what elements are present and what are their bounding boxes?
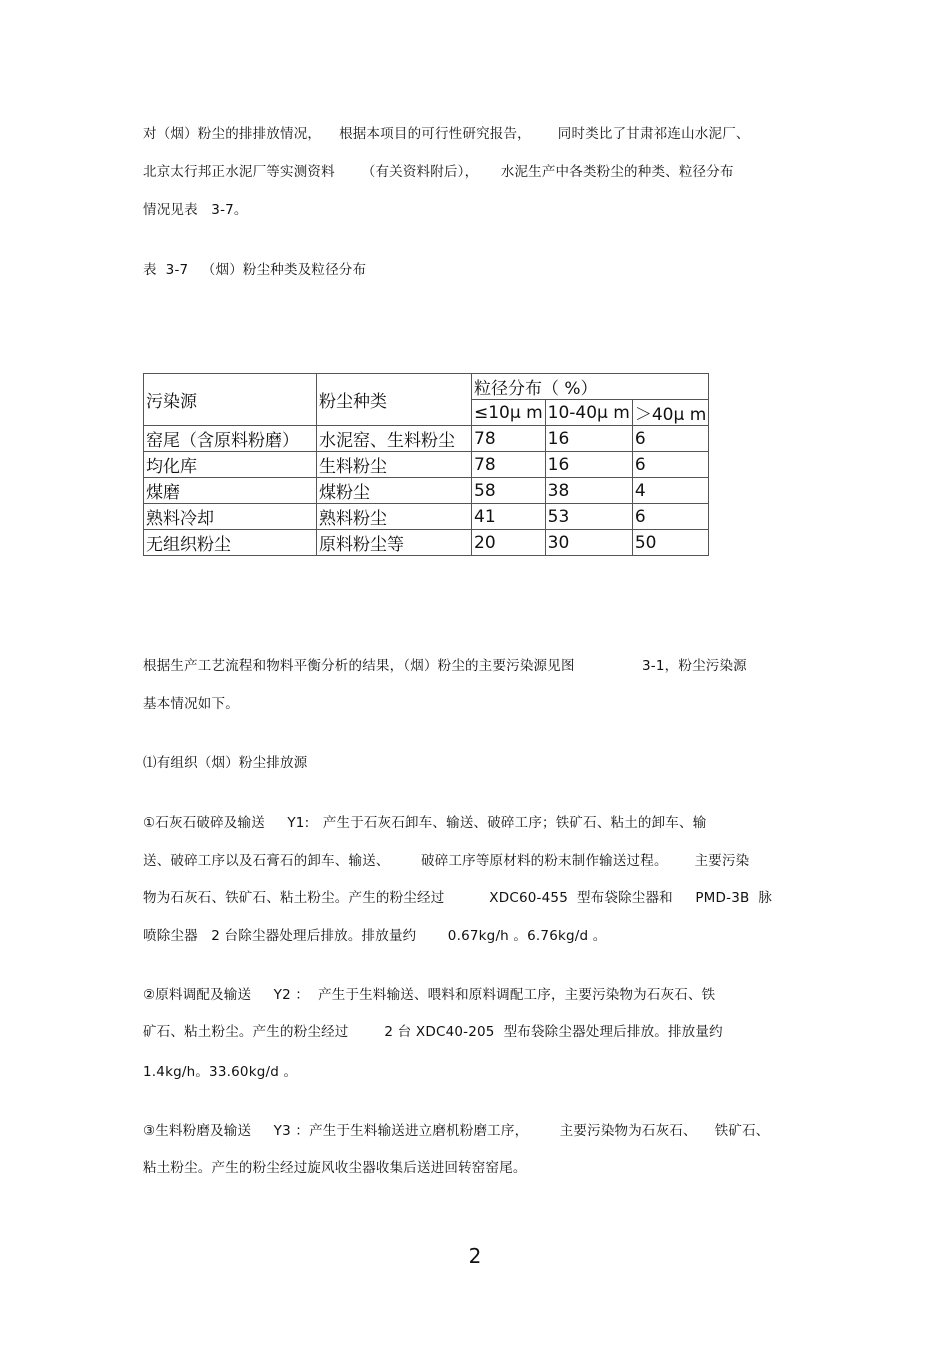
- table-row: [144, 478, 709, 504]
- header-source: 污染源: [144, 374, 317, 426]
- table-header-row: [144, 374, 709, 400]
- cell-v1: 78: [472, 426, 546, 452]
- table-row: [144, 504, 709, 530]
- cell-source: 无组织粉尘: [144, 530, 317, 556]
- y1-line-2: 送、破碎工序以及石膏石的卸车、输送、 破碎工序等原材料的粉末制作输送过程。 主要污染: [143, 853, 750, 869]
- cell-source: 熟料冷却: [144, 504, 317, 530]
- cell-v3: 6: [632, 426, 708, 452]
- y3-line-1: ③生料粉磨及输送 Y3 ：产生于生料输送进立磨机粉磨工序， 主要污染物为石灰石、 铁矿石、: [143, 1123, 770, 1139]
- cell-v2: 30: [545, 530, 632, 556]
- y1-line-4: 喷除尘器 2 台除尘器处理后排放。排放量约 0.67kg/h 。6.76kg/d 。: [143, 928, 607, 944]
- cell-v1: 58: [472, 478, 546, 504]
- cell-v2: 53: [545, 504, 632, 530]
- cell-v1: 20: [472, 530, 546, 556]
- paragraph-1-line-2: 基本情况如下。: [143, 696, 239, 712]
- intro-line-2: 北京太行邦正水泥厂等实测资料 （有关资料附后）， 水泥生产中各类粉尘的种类、粒径分布: [143, 164, 734, 180]
- section-heading: ⑴有组织（烟）粉尘排放源: [143, 755, 308, 771]
- intro-line-1: 对（烟）粉尘的排排放情况， 根据本项目的可行性研究报告， 同时类比了甘肃祁连山水泥厂、: [143, 126, 750, 142]
- intro-line-3: 情况见表 3-7。: [143, 202, 248, 218]
- cell-v1: 41: [472, 504, 546, 530]
- y2-line-1: ②原料调配及输送 Y2 ： 产生于生料输送、喂料和原料调配工序，主要污染物为石灰石、铁: [143, 987, 716, 1003]
- cell-v2: 16: [545, 452, 632, 478]
- y2-line-3: 1.4kg/h。33.60kg/d 。: [143, 1064, 298, 1080]
- cell-v3: 6: [632, 452, 708, 478]
- cell-dust-type: 水泥窑、生料粉尘: [317, 426, 472, 452]
- cell-v3: 50: [632, 530, 708, 556]
- paragraph-1-line-1: 根据生产工艺流程和物料平衡分析的结果，（烟）粉尘的主要污染源见图 3-1，粉尘污染源: [143, 658, 747, 674]
- header-gt40: ＞40μ m: [632, 400, 708, 426]
- cell-source: 均化库: [144, 452, 317, 478]
- header-distribution: 粒径分布（ %）: [472, 374, 709, 400]
- table-row: [144, 426, 709, 452]
- cell-source: 窑尾（含原料粉磨）: [144, 426, 317, 452]
- cell-source: 煤磨: [144, 478, 317, 504]
- cell-v1: 78: [472, 452, 546, 478]
- cell-dust-type: 煤粉尘: [317, 478, 472, 504]
- cell-dust-type: 原料粉尘等: [317, 530, 472, 556]
- page-number: 2: [468, 1244, 482, 1268]
- cell-v2: 16: [545, 426, 632, 452]
- table-row: [144, 452, 709, 478]
- cell-v2: 38: [545, 478, 632, 504]
- table-caption: 表 3-7 （烟）粉尘种类及粒径分布: [143, 262, 367, 278]
- y2-line-2: 矿石、粘土粉尘。产生的粉尘经过 2 台 XDC40-205 型布袋除尘器处理后排放。排放量约: [143, 1024, 723, 1040]
- cell-v3: 6: [632, 504, 708, 530]
- cell-dust-type: 生料粉尘: [317, 452, 472, 478]
- header-lt10: ≤10μ m: [472, 400, 546, 426]
- header-dust-type: 粉尘种类: [317, 374, 472, 426]
- table-row: [144, 530, 709, 556]
- y1-line-1: ①石灰石破碎及输送 Y1: 产生于石灰石卸车、输送、破碎工序；铁矿石、粘土的卸车、输: [143, 815, 707, 831]
- cell-dust-type: 熟料粉尘: [317, 504, 472, 530]
- y1-line-3: 物为石灰石、铁矿石、粘土粉尘。产生的粉尘经过 XDC60-455 型布袋除尘器和 PMD-3B 脉: [143, 890, 773, 906]
- y3-line-2: 粘土粉尘。产生的粉尘经过旋风收尘器收集后送进回转窑窑尾。: [143, 1160, 527, 1176]
- header-10-40: 10-40μ m: [545, 400, 632, 426]
- cell-v3: 4: [632, 478, 708, 504]
- dust-distribution-table: [143, 373, 709, 556]
